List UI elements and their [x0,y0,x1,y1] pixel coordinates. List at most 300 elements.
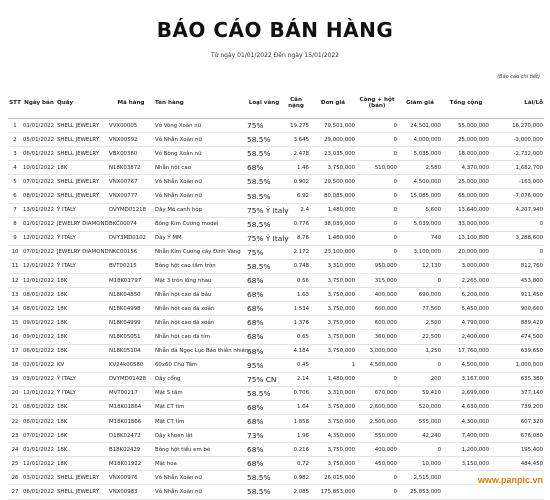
cell-profit: 0 [490,245,544,259]
table-row [8,372,544,386]
cell-weight: 1.46 [282,161,310,175]
cell-gold-type: 58.5% [246,133,282,147]
cell-date: 07/01/2022 [22,175,56,189]
cell-date: 02/01/2022 [22,358,56,372]
cell-weight: 4.184 [282,344,310,358]
sales-table [8,88,544,500]
cell-discount: 5,039,000 [398,217,442,231]
cell-discount: 200 [398,372,442,386]
cell-unit-price: 3,310,000 [310,259,356,273]
cell-unit-price: 38,039,000 [310,217,356,231]
table-row [8,457,544,471]
cell-gold-type: 58.5% [246,217,282,231]
table-row [8,414,544,428]
cell-discount: 5,035,000 [398,147,442,161]
cell-total: 7,400,000 [442,429,490,443]
table-row [8,147,544,161]
cell-profit: 16,270,000 [490,119,544,133]
cell-code: DVY3MD0102 [108,231,154,245]
cell-gold-type: 58.5% [246,485,282,499]
cell-item-name: Nhẫn hột cao đá tím [154,330,246,344]
cell-gold-type: 75% [246,119,282,133]
header-weight: Cân nặng [282,88,310,119]
cell-counter: 18K [56,288,108,302]
cell-profit: 1,682,700 [490,161,544,175]
table-row [8,443,544,457]
cell-gold-type: 68% [246,316,282,330]
cell-date: 07/01/2022 [22,245,56,259]
cell-profit: 639,650 [490,344,544,358]
cell-code: M18K01866 [108,414,154,428]
cell-stt: 22 [8,414,22,428]
cell-total: 13,100,800 [442,231,490,245]
cell-code: N18K05051 [108,330,154,344]
cell-profit: 377,140 [490,386,544,400]
cell-stt: 13 [8,288,22,302]
cell-counter: SHELL JEWELRY [56,119,108,133]
cell-profit: 635,380 [490,372,544,386]
cell-gold-type: 68% [246,344,282,358]
header-profit: Lãi/Lỗ [490,88,544,119]
cell-stt: 12 [8,274,22,288]
cell-code: VNX00767 [108,175,154,189]
cell-profit [490,485,544,499]
table-row [8,133,544,147]
cell-discount: 0 [398,443,442,457]
cell-counter: SHELL JEWELRY [56,175,108,189]
cell-stt: 26 [8,471,22,485]
cell-item-name: Dây cổng [154,372,246,386]
cell-stt: 3 [8,147,22,161]
cell-total: 4,630,000 [442,400,490,414]
cell-counter: 18K [56,443,108,457]
cell-date: 06/01/2022 [22,344,56,358]
cell-unit-price: 23,100,000 [310,245,356,259]
cell-unit-price: 26,015,000 [310,471,356,485]
cell-discount: 22,500 [398,330,442,344]
cell-total: 4,370,000 [442,161,490,175]
cell-profit: 484,450 [490,457,544,471]
table-row [8,386,544,400]
cell-date: 12/01/2022 [22,231,56,245]
table-row [8,316,544,330]
cell-stt: 6 [8,189,22,203]
cell-weight: 2.14 [282,372,310,386]
cell-weight: 1.858 [282,414,310,428]
table-row [8,217,544,231]
cell-labor: 450,000 [356,457,398,471]
cell-code: D18K02472 [108,429,154,443]
cell-discount: 520,000 [398,400,442,414]
cell-discount: 4,500,000 [398,175,442,189]
cell-unit-price: 3,310,000 [310,386,356,400]
table-row [8,288,544,302]
cell-discount: 10,000 [398,457,442,471]
cell-stt: 11 [8,259,22,273]
cell-total: 3,167,000 [442,372,490,386]
cell-code: VVX00005 [108,119,154,133]
header-date: Ngày bán [22,88,56,119]
cell-profit: 739,200 [490,400,544,414]
cell-item-name: Vỏ Nhẫn Xoàn nữ [154,189,246,203]
cell-item-name: Dây Ý MM [154,231,246,245]
header-unit-price: Đơn giá [310,88,356,119]
cell-unit-price: 29,500,000 [310,175,356,189]
cell-counter: SHELL JEWELRY [56,471,108,485]
cell-unit-price: 1,480,000 [310,372,356,386]
table-row [8,231,544,245]
cell-item-name: Mặt hoa [154,457,246,471]
cell-counter: 18K [56,400,108,414]
cell-code: M18K01922 [108,457,154,471]
cell-total: 4,500,000 [442,358,490,372]
cell-code: N18K04999 [108,316,154,330]
cell-code: NKC00156 [108,245,154,259]
cell-unit-price: 3,750,000 [310,274,356,288]
cell-date: 13/01/2022 [22,203,56,217]
cell-counter: Ý ITALY [56,386,108,400]
cell-counter: Ý ITALY [56,259,108,273]
cell-profit: 474,500 [490,330,544,344]
cell-total: 2,265,000 [442,274,490,288]
cell-weight: 0.706 [282,386,310,400]
cell-discount: 2,580 [398,161,442,175]
header-total: Tổng cộng [442,88,490,119]
cell-weight: 0.902 [282,175,310,189]
cell-item-name: Bông Kim Cương model [154,217,246,231]
header-counter: Quầy [56,88,108,119]
cell-counter: SHELL JEWELRY [56,133,108,147]
table-row [8,485,544,499]
cell-date: 01/01/2022 [22,443,56,457]
cell-date: 08/01/2022 [22,288,56,302]
cell-counter: 18K [56,302,108,316]
cell-unit-price: 3,750,000 [310,288,356,302]
cell-gold-type: 58.5% [246,386,282,400]
cell-code: N18K04998 [108,302,154,316]
table-row [8,203,544,217]
cell-gold-type: 58.5% [246,175,282,189]
cell-counter: KV [56,358,108,372]
cell-total: 25,000,000 [442,175,490,189]
cell-total: 18,000,000 [442,147,490,161]
cell-labor: 0 [356,217,398,231]
cell-gold-type: 58.5% [246,189,282,203]
cell-date: 12/01/2022 [22,274,56,288]
cell-unit-price: 4,350,000 [310,429,356,443]
cell-labor: 3,000,000 [356,344,398,358]
cell-labor: 0 [356,471,398,485]
cell-stt: 10 [8,245,22,259]
cell-unit-price: 3,750,000 [310,316,356,330]
cell-discount: 59,410 [398,386,442,400]
cell-stt: 9 [8,231,22,245]
cell-weight: 3.645 [282,133,310,147]
cell-gold-type: 68% [246,414,282,428]
cell-labor: 0 [356,231,398,245]
cell-gold-type: 58.5% [246,259,282,273]
cell-date: 08/01/2022 [22,400,56,414]
cell-unit-price: 80,085,000 [310,189,356,203]
cell-date: 08/01/2022 [22,302,56,316]
cell-labor: 0 [356,372,398,386]
cell-gold-type: 68% [246,302,282,316]
cell-date: 09/01/2022 [22,330,56,344]
cell-stt: 25 [8,457,22,471]
cell-stt: 8 [8,217,22,231]
cell-date: 08/01/2022 [22,189,56,203]
cell-stt: 18 [8,358,22,372]
cell-discount: 0 [398,274,442,288]
cell-counter: 18K [56,414,108,428]
cell-weight: 2.478 [282,147,310,161]
cell-item-name: Nhẫn hột cao đá bầu [154,288,246,302]
cell-counter: SHELL JEWELRY [56,147,108,161]
cell-item-name: Vỏ Nhẫn Xoàn nữ [154,471,246,485]
cell-stt: 1 [8,119,22,133]
cell-labor: 0 [356,485,398,499]
cell-gold-type: 75% Ý Italy [246,203,282,217]
table-row [8,259,544,273]
cell-date: 09/01/2022 [22,316,56,330]
table-row [8,175,544,189]
cell-weight: 0.748 [282,259,310,273]
cell-date: 01/01/2022 [22,217,56,231]
cell-stt: 20 [8,386,22,400]
cell-profit: 1,000,000 [490,358,544,372]
cell-profit: -163,000 [490,175,544,189]
cell-weight: 1.64 [282,400,310,414]
cell-gold-type: 73% [246,429,282,443]
cell-code: M18K01864 [108,400,154,414]
cell-gold-type: 68% [246,161,282,175]
cell-total: 4,790,000 [442,316,490,330]
cell-date: 07/01/2022 [22,429,56,443]
cell-total: 20,000,000 [442,245,490,259]
cell-code: KV24k00580 [108,358,154,372]
cell-total: 5,450,000 [442,302,490,316]
cell-labor: 670,000 [356,386,398,400]
cell-labor: 950,000 [356,259,398,273]
cell-total: 2,699,000 [442,386,490,400]
cell-code: VBX00380 [108,147,154,161]
cell-total: 13,640,000 [442,203,490,217]
cell-counter: Ý ITALY [56,372,108,386]
cell-counter: 18K [56,274,108,288]
cell-code: N18K05104 [108,344,154,358]
cell-date: 05/01/2022 [22,133,56,147]
cell-date: 03/01/2022 [22,471,56,485]
cell-item-name: Mặt CT tim [154,414,246,428]
cell-weight: 19.275 [282,119,310,133]
cell-gold-type: 68% [246,330,282,344]
cell-weight: 0.45 [282,358,310,372]
cell-counter: 18K [56,344,108,358]
cell-weight: 0.982 [282,471,310,485]
cell-total: 2,400,000 [442,330,490,344]
cell-stt: 14 [8,302,22,316]
cell-discount: 0 [398,358,442,372]
report-date-range: Từ ngày 01/01/2022 Đến ngày 15/01/2022 [211,52,339,59]
cell-counter: SHELL JEWELRY [56,189,108,203]
cell-profit: 3,288,600 [490,231,544,245]
table-row [8,358,544,372]
cell-weight: 2.4 [282,203,310,217]
cell-stt: 2 [8,133,22,147]
cell-code: DVYMD01218 [108,203,154,217]
cell-labor: 4,500,000 [356,358,398,372]
cell-unit-price: 3,750,000 [310,344,356,358]
header-discount: Giảm giá [398,88,442,119]
cell-unit-price: 29,000,000 [310,133,356,147]
cell-gold-type: 68% [246,400,282,414]
cell-counter: 18K [56,330,108,344]
cell-counter: JEWELRY DIAMOND [56,217,108,231]
cell-labor: 2,500,000 [356,414,398,428]
cell-weight: 0.216 [282,443,310,457]
cell-item-name: Mặt 3 tròn lồng nhau [154,274,246,288]
cell-labor: 0 [356,203,398,217]
cell-weight: 1.63 [282,288,310,302]
cell-total [442,485,490,499]
cell-total: 6,200,000 [442,288,490,302]
cell-date: 01/01/2022 [22,119,56,133]
cell-weight: 0.65 [282,330,310,344]
cell-code: BKC00074 [108,217,154,231]
cell-code: VNX00777 [108,189,154,203]
cell-unit-price: 175,853,000 [310,485,356,499]
cell-item-name: 60x60 Chữ Tâm [154,358,246,372]
cell-unit-price: 3,750,000 [310,457,356,471]
cell-labor: 0 [356,133,398,147]
cell-profit: 607,320 [490,414,544,428]
cell-code: MVT00217 [108,386,154,400]
cell-labor: 510,000 [356,161,398,175]
table-row [8,429,544,443]
cell-item-name: Vỏ Nhẫn Xoàn nữ [154,175,246,189]
cell-item-name: Dây Mê canh hộp [154,203,246,217]
cell-gold-type: 95% [246,358,282,372]
cell-profit: 4,207,940 [490,203,544,217]
cell-stt: 24 [8,443,22,457]
cell-code: M18K01797 [108,274,154,288]
table-row [8,400,544,414]
cell-code: B18K02429 [108,443,154,457]
cell-stt: 15 [8,316,22,330]
cell-stt: 23 [8,429,22,443]
cell-discount: 5,600 [398,203,442,217]
cell-counter: JEWELRY DIAMOND [56,245,108,259]
cell-gold-type: 68% [246,274,282,288]
cell-counter: 18K [56,457,108,471]
cell-gold-type: 68% [246,288,282,302]
header-gold-type: Loại vàng [246,88,282,119]
cell-discount: 2,500 [398,316,442,330]
cell-item-name: Nhẫn đá Ngọc Lục Bảo thiên nhiên [154,344,246,358]
cell-date: 12/01/2022 [22,457,56,471]
cell-date: 03/01/2022 [22,372,56,386]
header-item-name: Tên hàng [154,88,246,119]
cell-date: 12/01/2022 [22,259,56,273]
cell-weight: 1.376 [282,316,310,330]
cell-discount: 24,501,000 [398,119,442,133]
cell-item-name: Dây khoen lật [154,429,246,443]
cell-discount: 555,000 [398,414,442,428]
cell-total: 3,150,000 [442,457,490,471]
cell-discount: 2,515,000 [398,471,442,485]
cell-stt: 27 [8,485,22,499]
cell-total: 25,000,000 [442,133,490,147]
cell-unit-price: 3,750,000 [310,302,356,316]
cell-stt: 5 [8,175,22,189]
cell-stt: 7 [8,203,22,217]
cell-profit: 676,080 [490,429,544,443]
cell-total: 55,000,000 [442,119,490,133]
cell-date: 06/01/2022 [22,147,56,161]
cell-stt: 17 [8,344,22,358]
cell-date: 08/01/2022 [22,414,56,428]
cell-profit: 889,420 [490,316,544,330]
cell-counter: 18K [56,316,108,330]
cell-item-name: Nhẫn hột cao đá xoắn [154,316,246,330]
cell-unit-price: 3,750,000 [310,443,356,457]
cell-date: 10/01/2022 [22,161,56,175]
cell-item-name: Vỏ Vòng Xoàn nữ [154,119,246,133]
cell-discount: 42,240 [398,429,442,443]
cell-unit-price: 3,750,000 [310,400,356,414]
cell-weight: 1.96 [282,429,310,443]
cell-unit-price: 3,750,000 [310,330,356,344]
cell-discount: 690,000 [398,288,442,302]
cell-gold-type: 58.5% [246,147,282,161]
report-title: BÁO CÁO BÁN HÀNG [156,18,394,42]
cell-code: DVYMD01428 [108,372,154,386]
cell-discount: 740 [398,231,442,245]
cell-labor: 600,000 [356,316,398,330]
cell-weight: 2.085 [282,485,310,499]
table-row [8,161,544,175]
cell-counter: 18K [56,429,108,443]
cell-profit: 0 [490,217,544,231]
cell-total: 3,000,000 [442,259,490,273]
cell-code: VNX00976 [108,471,154,485]
cell-item-name: Bông hột tiểu em bé [154,443,246,457]
cell-unit-price: 3,750,000 [310,161,356,175]
cell-discount: 3,100,000 [398,245,442,259]
cell-profit: -3,000,000 [490,133,544,147]
cell-unit-price: 1 [310,358,356,372]
table-header-row [8,88,544,119]
cell-profit: 453,800 [490,274,544,288]
cell-unit-price: 1,480,000 [310,203,356,217]
cell-item-name: Vỏ Bông Xoàn nữ [154,147,246,161]
cell-weight: 1.534 [282,302,310,316]
cell-discount: 12,130 [398,259,442,273]
cell-labor: 400,000 [356,443,398,457]
cell-total: 33,000,000 [442,217,490,231]
cell-profit: 812,760 [490,259,544,273]
cell-code: VNX00592 [108,133,154,147]
watermark: www.panpic.vn [475,474,546,486]
cell-total: 1,200,000 [442,443,490,457]
cell-profit: 195,400 [490,443,544,457]
cell-discount: 4,000,000 [398,133,442,147]
cell-labor: 0 [356,119,398,133]
cell-discount: 77,500 [398,302,442,316]
cell-item-name: Bông hột cao tấm tròn [154,259,246,273]
table-row [8,274,544,288]
cell-item-name: Mặt S tấm [154,386,246,400]
